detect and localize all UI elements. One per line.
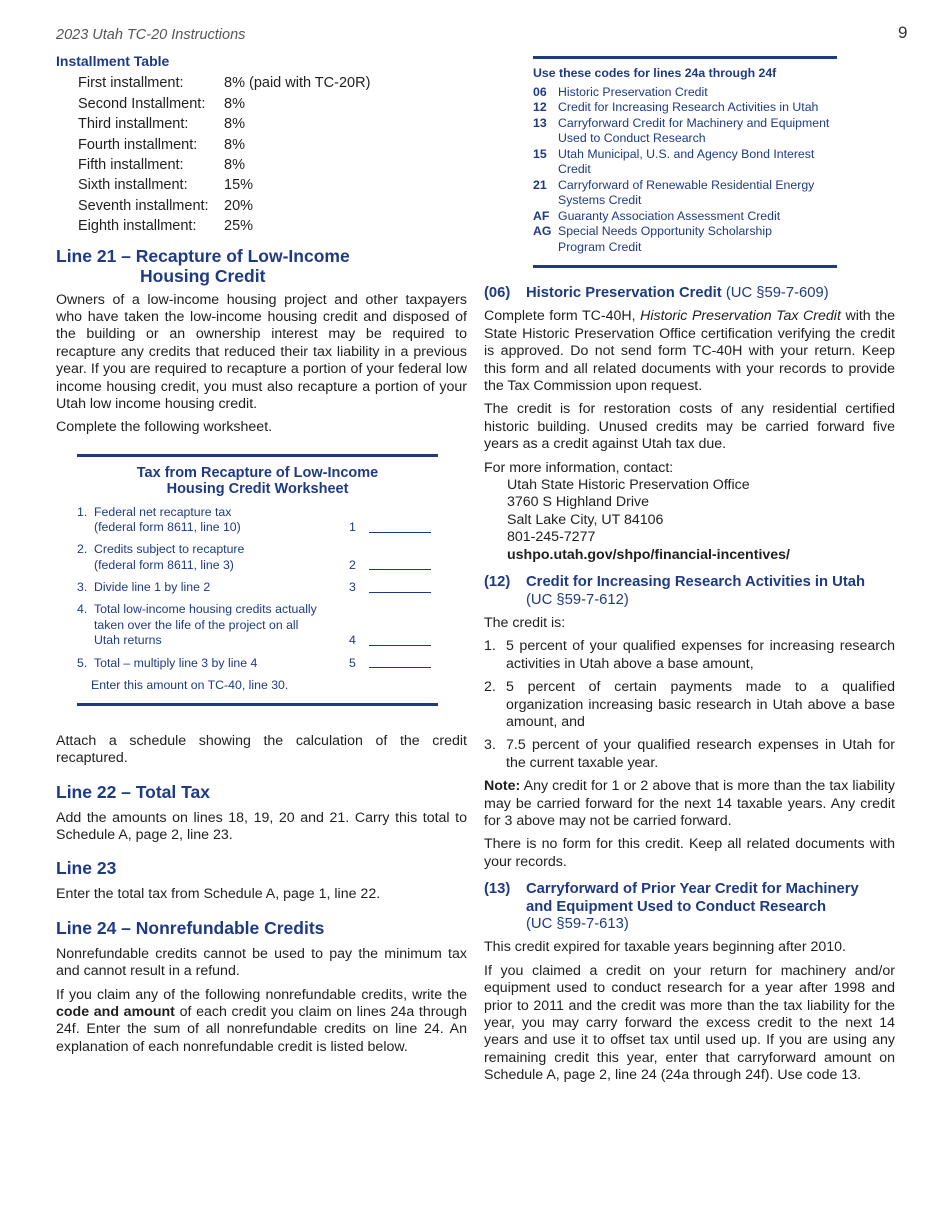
worksheet-line-ref: 3 — [349, 580, 356, 595]
code-key: 13 — [533, 115, 547, 130]
line24-text-c: of each credit you claim on lines 24a through 24f. Enter the sum of all nonrefundable credits on line 24. An explanation of each nonrefundable credit is listed below. — [56, 1003, 468, 1055]
worksheet-line-ref: 5 — [349, 655, 356, 670]
code-desc-a: Carryforward Credit for Machinery and Equipment — [558, 115, 830, 130]
installment-row — [56, 73, 467, 93]
installment-table-title: Installment Table — [56, 53, 170, 69]
section-title: Credit for Increasing Research Activities in Utah — [526, 574, 866, 591]
worksheet-line-text — [94, 602, 349, 649]
installment-label: First installment: — [78, 75, 184, 92]
worksheet-line — [77, 505, 438, 536]
line21-heading-b: Housing Credit — [140, 265, 266, 286]
installment-value: 8% (paid with TC-20R) — [224, 75, 371, 92]
code-key: 15 — [533, 146, 547, 161]
worksheet-line-text — [94, 542, 349, 573]
address-line: Salt Lake City, UT 84106 — [507, 511, 664, 528]
worksheet-line — [77, 602, 438, 649]
worksheet-line-number: 5. — [77, 655, 88, 670]
code-key: 06 — [533, 84, 547, 99]
code-desc-b: Program Credit — [558, 239, 642, 254]
section-title-wrap — [526, 285, 829, 302]
section-code: (12) — [484, 574, 511, 591]
right-column — [484, 285, 895, 1091]
codes-title: Use these codes for lines 24a through 24f — [533, 66, 777, 80]
code-desc: Guaranty Association Assessment Credit — [558, 208, 781, 223]
installment-label: Fifth installment: — [78, 156, 184, 173]
sec06-text-a: Complete form TC-40H, — [484, 308, 641, 325]
line22-text: Add the amounts on lines 18, 19, 20 and 21. Carry this total to Schedule A, page 2, line 23. — [56, 809, 467, 843]
section-title-wrap — [526, 881, 859, 933]
website-link[interactable]: ushpo.utah.gov/shpo/financial-incentives/ — [507, 546, 790, 563]
installment-row — [56, 175, 467, 195]
line24-heading: Line 24 – Nonrefundable Credits — [56, 917, 325, 938]
installment-value: 15% — [224, 177, 254, 194]
code-row — [533, 178, 837, 209]
page-number: 9 — [898, 23, 908, 42]
sec06-contact-intro: For more information, contact: — [484, 459, 674, 476]
line24-emphasis: code and amount — [56, 1003, 175, 1020]
worksheet-blank-field[interactable] — [369, 580, 431, 596]
line22-heading: Line 22 – Total Tax — [56, 781, 210, 802]
list-number: 1. — [484, 638, 496, 655]
code-key: 12 — [533, 100, 547, 114]
worksheet-text-b: taken over the life of the project on all — [94, 617, 299, 632]
installment-value: 20% — [224, 197, 254, 214]
code-desc-a: Carryforward of Renewable Residential Energy — [558, 177, 815, 192]
installment-label: Second Installment: — [78, 95, 206, 112]
code-desc-b: Systems Credit — [558, 193, 642, 207]
code-row — [533, 116, 837, 147]
code-row — [533, 85, 837, 101]
worksheet-title-a: Tax from Recapture of Low-Income — [136, 464, 379, 481]
code-desc — [558, 116, 829, 147]
line21-heading — [56, 246, 467, 286]
phone-number: 801-245-7277 — [507, 529, 596, 546]
worksheet-line-ref: 2 — [349, 557, 356, 572]
section-title-a: Carryforward of Prior Year Credit for Machinery — [526, 881, 859, 898]
address-line: 3760 S Highland Drive — [507, 494, 649, 511]
code-desc-a: Utah Municipal, U.S. and Agency Bond Interest — [558, 146, 815, 161]
worksheet-title-b: Housing Credit Worksheet — [166, 480, 349, 497]
line24-text-a: If you claim any of the following nonrefundable credits, write the — [56, 986, 467, 1003]
code-row — [533, 224, 837, 255]
list-text: 5 percent of certain payments made to a qualified organization increasing basic research in Utah above a base amount, and — [506, 679, 895, 730]
installment-value: 8% — [224, 116, 245, 133]
document-header: 2023 Utah TC-20 Instructions — [56, 27, 246, 43]
sec13-paragraph-1: This credit expired for taxable years beginning after 2010. — [484, 939, 846, 956]
section-title-wrap — [526, 574, 865, 609]
code-key: AG — [533, 224, 552, 238]
worksheet-line-text: Divide line 1 by line 2 — [94, 580, 211, 595]
list-number: 2. — [484, 679, 496, 696]
sec12-records-note: There is no form for this credit. Keep all related documents with your records. — [484, 836, 895, 870]
line21-attach-note: Attach a schedule showing the calculation of the credit recaptured. — [56, 732, 467, 767]
section-13-heading — [484, 881, 895, 933]
line21-paragraph: Owners of a low-income housing project and other taxpayers who have taken the low-income housing credit and disposed of the building or an ownership interest may be required to recapture any credits that reduced their tax liability in a previous year. If you are required to recapture a portion of your federal low income housing credit, you must also recapture a portion of your Utah low income housing credit. — [56, 291, 467, 412]
installment-row — [56, 94, 467, 114]
sec06-form-name: Historic Preservation Tax Credit — [640, 308, 841, 325]
code-desc-a: Special Needs Opportunity Scholarship — [558, 224, 772, 238]
sec13-paragraph-2: If you claimed a credit on your return for machinery and/or equipment used to conduct research for a year after 1998 and prior to 2011 and the credit was more than the tax liability for the year, you may carry forward the excess credit to the next 14 years and use it to offset tax until used up. If you are using any remaining credit this year, enter that carryforward amount on Schedule A, page 2, line 24 (24a through 24f). Use code 13. — [484, 962, 895, 1084]
worksheet-text-b: (federal form 8611, line 10) — [94, 520, 241, 535]
list-item — [484, 737, 895, 772]
worksheet-text-a: Total low-income housing credits actually — [94, 602, 317, 617]
sec12-intro: The credit is: — [484, 614, 566, 631]
worksheet-line-ref: 1 — [349, 520, 356, 535]
worksheet-line-number: 4. — [77, 602, 88, 617]
installment-row — [56, 114, 467, 134]
worksheet-line-number: 3. — [77, 580, 88, 595]
installment-label: Third installment: — [78, 116, 189, 133]
left-column — [56, 53, 467, 1062]
section-title-b: and Equipment Used to Conduct Research — [526, 898, 827, 915]
code-desc — [558, 178, 814, 209]
section-citation: (UC §59-7-613) — [526, 916, 629, 932]
worksheet-line-text: Total – multiply line 3 by line 4 — [94, 655, 258, 670]
line23-text: Enter the total tax from Schedule A, page 1, line 22. — [56, 886, 381, 903]
credit-codes-box — [533, 56, 837, 268]
sec12-note — [484, 778, 895, 830]
worksheet-line-ref: 4 — [349, 633, 356, 648]
installment-value: 25% — [224, 218, 254, 235]
installment-value: 8% — [224, 156, 245, 173]
installment-row — [56, 216, 467, 236]
worksheet-blank-field[interactable] — [369, 656, 431, 672]
list-text: 7.5 percent of your qualified research expenses in Utah for the current taxable year. — [506, 737, 895, 771]
installment-value: 8% — [224, 136, 245, 153]
section-citation: (UC §59-7-612) — [526, 591, 629, 608]
code-desc: Historic Preservation Credit — [558, 84, 708, 99]
note-text: Any credit for 1 or 2 above that is more than the tax liability may be carried forward for the next 14 taxable years. Any credit for 3 above may not be carried forward. — [484, 778, 895, 829]
installment-row — [56, 196, 467, 216]
worksheet-text-a: Federal net recapture tax — [94, 504, 232, 519]
code-row — [533, 100, 837, 116]
worksheet-title — [77, 465, 438, 497]
list-text: 5 percent of your qualified expenses for increasing research activities in Utah above a base amount, — [506, 638, 895, 672]
worksheet-text-b: (federal form 8611, line 3) — [94, 557, 234, 572]
line24-paragraph-1: Nonrefundable credits cannot be used to pay the minimum tax and cannot result in a refund. — [56, 945, 467, 980]
code-row — [533, 147, 837, 178]
list-item — [484, 679, 895, 731]
worksheet-line-text — [94, 505, 349, 536]
worksheet-note: Enter this amount on TC-40, line 30. — [91, 677, 289, 692]
worksheet-line-number: 1. — [77, 504, 88, 519]
worksheet-line — [77, 580, 438, 596]
section-12-heading — [484, 574, 895, 609]
installment-table — [56, 73, 467, 236]
installment-label: Seventh installment: — [78, 197, 209, 214]
sec06-address — [484, 477, 895, 564]
section-title: Historic Preservation Credit — [526, 285, 722, 301]
worksheet-text-c: Utah returns — [94, 633, 162, 648]
installment-label: Sixth installment: — [78, 177, 188, 194]
installment-row — [56, 155, 467, 175]
section-citation: (UC §59-7-609) — [721, 285, 829, 301]
list-item — [484, 638, 895, 673]
list-number: 3. — [484, 737, 496, 754]
line23-heading: Line 23 — [56, 858, 117, 879]
sec06-paragraph-1 — [484, 308, 895, 395]
code-desc-b: Used to Conduct Research — [558, 131, 706, 145]
section-06-heading — [484, 285, 895, 302]
worksheet-blank-field[interactable] — [369, 542, 431, 573]
installment-row — [56, 135, 467, 155]
worksheet-blank-field[interactable] — [369, 505, 431, 536]
sec06-paragraph-2: The credit is for restoration costs of any residential certified historic building. Unused credits may be carried forward five years as a credit against Utah tax due. — [484, 401, 895, 453]
code-row — [533, 209, 837, 225]
recapture-worksheet — [77, 454, 438, 706]
sec06-text-c: with the State Historic Preservation Office certification verifying the credit is approved. Do not send form TC-40H with your return. Keep this form and all related documents with your records to provide the Tax Commission upon request. — [484, 308, 895, 395]
code-desc: Credit for Increasing Research Activities in Utah — [558, 100, 819, 114]
worksheet-line-number: 2. — [77, 542, 88, 557]
worksheet-text-a: Credits subject to recapture — [94, 542, 245, 557]
code-desc — [558, 224, 772, 255]
line21-instruction: Complete the following worksheet. — [56, 419, 273, 436]
code-desc — [558, 147, 814, 178]
installment-label: Fourth installment: — [78, 136, 198, 153]
code-desc-b: Credit — [558, 162, 591, 176]
worksheet-line — [77, 656, 438, 672]
worksheet-line — [77, 542, 438, 573]
installment-label: Eighth installment: — [78, 218, 197, 235]
worksheet-blank-field[interactable] — [369, 602, 431, 649]
line21-heading-a: Line 21 – Recapture of Low-Income — [56, 245, 350, 266]
note-label: Note: — [484, 778, 521, 795]
section-code: (06) — [484, 285, 511, 301]
line24-paragraph-2 — [56, 987, 467, 1057]
installment-value: 8% — [224, 95, 245, 112]
section-code: (13) — [484, 881, 511, 898]
code-key: AF — [533, 208, 550, 223]
address-line: Utah State Historic Preservation Office — [507, 477, 750, 494]
code-key: 21 — [533, 177, 547, 192]
